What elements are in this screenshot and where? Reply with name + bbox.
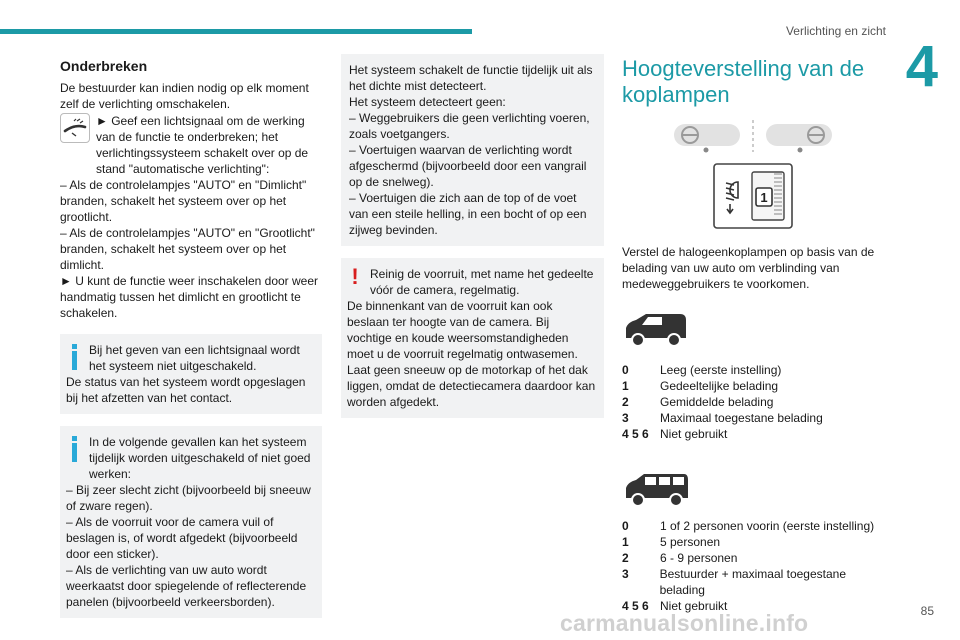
step-flash-row — [60, 113, 322, 177]
table-row: 2 6 - 9 personen — [622, 551, 738, 565]
section-heading: Hoogteverstelling van de koplampen — [622, 56, 865, 107]
info1-head: Bij het geven van een lichtsignaal wordt het systeem niet uitgeschakeld. — [89, 343, 300, 373]
warning-box-windscreen — [341, 258, 604, 418]
info-icon — [66, 436, 82, 462]
chapter-number: 4 — [905, 34, 938, 99]
info-box-limitations — [60, 426, 322, 618]
adjust-intro: Verstel de halogeenkoplampen op basis van de belading van uw auto om verblinding van medeweggebruikers te voorkomen. — [622, 245, 875, 291]
info2-dash2: – Als de voorruit voor de camera vuil of beslagen is, of wordt afgedekt (bijvoorbeeld door een sticker). — [66, 515, 298, 561]
box1-dash1: – Weggebruikers die geen verlichting voeren, zoals voetgangers. — [349, 111, 590, 141]
table-row: 0 1 of 2 personen voorin (eerste instelling) — [622, 519, 875, 533]
column-middle — [341, 54, 604, 418]
warning-para1: De binnenkant van de voorruit kan ook beslaan ter hoogte van de camera. Bij vochtige en koude weersomstandigheden moet u de voorruit regelmatig ontwasemen. — [347, 299, 578, 361]
heading-onderbreken: Onderbreken — [60, 58, 148, 74]
section-title: Verlichting en zicht — [785, 24, 886, 38]
step1-text: ► Geef een lichtsignaal om de werking van de functie te onderbreken; het verlichtingssysteem schakelt over op de stand "automatische verlichting": — [96, 114, 309, 176]
box1-dash3: – Voertuigen die zich aan de top of de voet van een steile helling, in een bocht of op een zijweg bevinden. — [349, 191, 587, 237]
table-row: 0 Leeg (eerste instelling) — [622, 363, 782, 377]
headlamp-flash-switch-icon — [60, 113, 90, 143]
dial-value: 1 — [760, 190, 768, 205]
box1-line2: Het systeem detecteert geen: — [349, 95, 506, 109]
table-row: 3 Bestuurder + maximaal toegestane belading — [622, 567, 847, 597]
column-right — [622, 56, 892, 614]
headlamp-adjust-dial-icon — [714, 164, 792, 228]
load-table-passenger — [622, 518, 892, 614]
dash2-text: – Als de controlelampjes "AUTO" en "Grootlicht" branden, schakelt het systeem over op het dimlicht. — [60, 226, 315, 272]
warning-exclamation-icon: ! — [351, 264, 359, 289]
van-icon — [622, 310, 692, 350]
table-row: 4 5 6 Niet gebruikt — [622, 427, 728, 441]
table-row: 1 Gedeeltelijke belading — [622, 379, 779, 393]
info1-body: De status van het systeem wordt opgeslagen bij het afzetten van het contact. — [66, 375, 306, 405]
header-accent-bar — [0, 29, 472, 34]
steering-wheel-left-icon — [674, 124, 740, 153]
page-number: 85 — [920, 604, 934, 618]
passenger-van-icon — [622, 470, 692, 510]
dash1-text: – Als de controlelampjes "AUTO" en "Dimlicht" branden, schakelt het systeem over op het grootlicht. — [60, 178, 307, 224]
step2-text: ► U kunt de functie weer inschakelen door weer handmatig tussen het dimlicht en grootlicht te schakelen. — [60, 274, 319, 320]
table-row: 4 5 6 Niet gebruikt — [622, 599, 728, 613]
info-box-flash — [60, 334, 322, 414]
table-row: 3 Maximaal toegestane belading — [622, 411, 823, 425]
column-left — [60, 58, 322, 618]
headlamp-adjust-illustration — [622, 116, 892, 236]
intro-text: De bestuurder kan indien nodig op elk moment zelf de verlichting omschakelen. — [60, 81, 309, 111]
steering-wheel-right-icon — [766, 124, 832, 153]
info-box-detection — [341, 54, 604, 246]
load-table-van — [622, 362, 892, 442]
info-icon — [66, 344, 82, 370]
table-row: 1 5 personen — [622, 535, 721, 549]
info2-head: In de volgende gevallen kan het systeem tijdelijk worden uitgeschakeld of niet goed werken: — [89, 435, 311, 481]
table-row: 2 Gemiddelde belading — [622, 395, 774, 409]
warning-para2: Laat geen sneeuw op de motorkap of het dak liggen, omdat de detectiecamera daardoor kan worden afgedekt. — [347, 363, 596, 409]
info2-dash3: – Als de verlichting van uw auto wordt weerkaatst door spiegelende of reflecterende panelen (bijvoorbeeld verkeersborden). — [66, 563, 307, 609]
box1-line1: Het systeem schakelt de functie tijdelijk uit als het dichte mist detecteert. — [349, 63, 593, 93]
info2-dash1: – Bij zeer slecht zicht (bijvoorbeeld bij sneeuw of zware regen). — [66, 483, 311, 513]
warning-head: Reinig de voorruit, met name het gedeelte vóór de camera, regelmatig. — [370, 267, 594, 297]
footer-watermark: carmanualsonline.info — [560, 610, 809, 636]
box1-dash2: – Voertuigen waarvan de verlichting wordt afgeschermd (bijvoorbeeld door een vangrail op de snelweg). — [349, 143, 587, 189]
